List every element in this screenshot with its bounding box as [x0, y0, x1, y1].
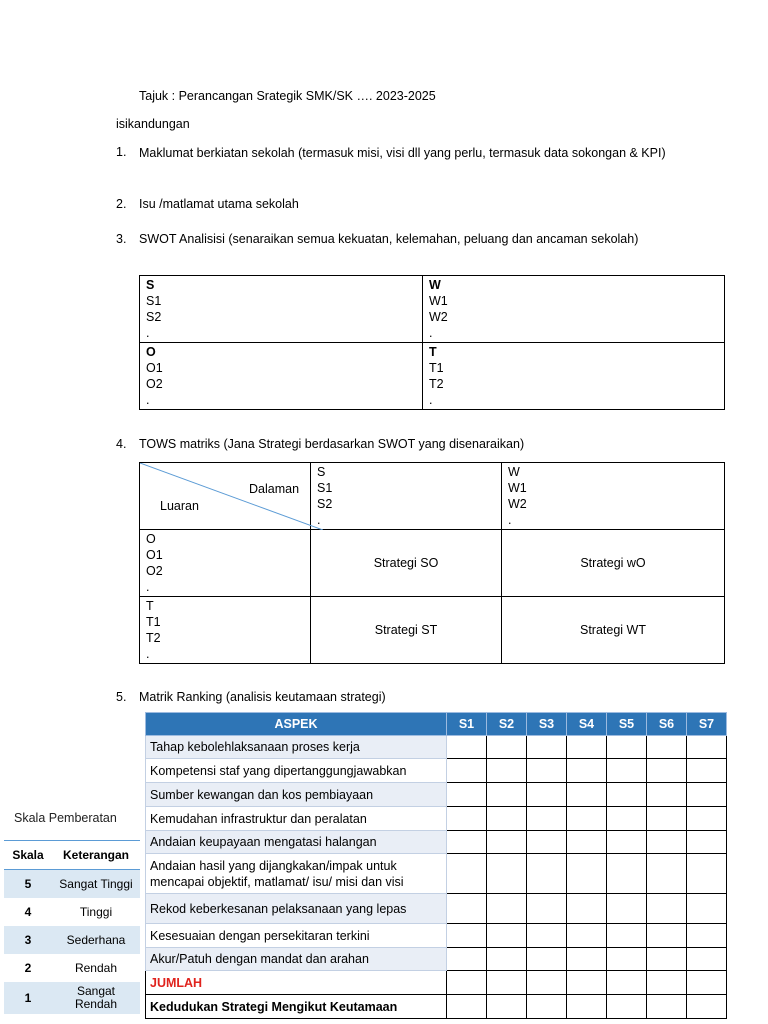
- tows-strengths-cell: S S1 S2 .: [311, 463, 502, 530]
- score-cell[interactable]: [447, 783, 487, 807]
- score-cell[interactable]: [607, 948, 647, 971]
- score-cell[interactable]: [567, 924, 607, 948]
- score-cell[interactable]: [607, 831, 647, 854]
- ranking-aspect: Kompetensi staf yang dipertanggungjawabkan: [146, 759, 447, 783]
- score-cell[interactable]: [447, 807, 487, 831]
- total-cell[interactable]: [607, 971, 647, 995]
- ranking-aspect: Sumber kewangan dan kos pembiayaan: [146, 783, 447, 807]
- rank-cell[interactable]: [647, 995, 687, 1019]
- score-cell[interactable]: [487, 783, 527, 807]
- item-text: Maklumat berkiatan sekolah (termasuk misi, visi dll yang perlu, termasuk data sokongan & KPI): [139, 146, 666, 160]
- score-cell[interactable]: [527, 924, 567, 948]
- score-cell[interactable]: [527, 854, 567, 894]
- score-cell[interactable]: [567, 783, 607, 807]
- score-cell[interactable]: [647, 736, 687, 759]
- ranking-col-header: S6: [647, 713, 687, 736]
- score-cell[interactable]: [647, 894, 687, 924]
- score-cell[interactable]: [607, 854, 647, 894]
- total-cell[interactable]: [687, 971, 727, 995]
- tows-dalaman-label: Dalaman: [249, 482, 300, 496]
- skala-value: 5: [4, 870, 52, 899]
- skala-title: Skala Pemberatan: [14, 811, 117, 825]
- score-cell[interactable]: [607, 924, 647, 948]
- score-cell[interactable]: [687, 854, 727, 894]
- total-cell[interactable]: [487, 971, 527, 995]
- item-number: 4.: [116, 437, 127, 451]
- swot-threats-cell: T T1 T2 .: [423, 343, 725, 410]
- tows-table: [139, 462, 725, 664]
- total-cell[interactable]: [647, 971, 687, 995]
- item-text: TOWS matriks (Jana Strategi berdasarkan SWOT yang disenaraikan): [139, 437, 525, 451]
- tows-threats-cell: T T1 T2 .: [140, 597, 311, 664]
- score-cell[interactable]: [647, 854, 687, 894]
- score-cell[interactable]: [687, 894, 727, 924]
- item-text: Isu /matlamat utama sekolah: [139, 197, 299, 211]
- score-cell[interactable]: [607, 736, 647, 759]
- score-cell[interactable]: [487, 924, 527, 948]
- tows-strategy-wo: Strategi wO: [502, 530, 725, 597]
- skala-value: 3: [4, 926, 52, 954]
- score-cell[interactable]: [447, 948, 487, 971]
- contents-label: isikandungan: [116, 117, 190, 131]
- score-cell[interactable]: [527, 783, 567, 807]
- score-cell[interactable]: [527, 948, 567, 971]
- score-cell[interactable]: [447, 854, 487, 894]
- item-number: 2.: [116, 197, 127, 211]
- score-cell[interactable]: [647, 759, 687, 783]
- tows-strategy-so: Strategi SO: [311, 530, 502, 597]
- score-cell[interactable]: [647, 948, 687, 971]
- skala-header: Skala: [4, 841, 52, 870]
- tows-luaran-label: Luaran: [160, 499, 199, 513]
- score-cell[interactable]: [487, 759, 527, 783]
- score-cell[interactable]: [687, 948, 727, 971]
- skala-desc: Sangat Tinggi: [52, 870, 140, 899]
- skala-header: Keterangan: [52, 841, 140, 870]
- score-cell[interactable]: [647, 831, 687, 854]
- rank-cell[interactable]: [567, 995, 607, 1019]
- score-cell[interactable]: [647, 807, 687, 831]
- score-cell[interactable]: [567, 831, 607, 854]
- score-cell[interactable]: [687, 807, 727, 831]
- score-cell[interactable]: [687, 783, 727, 807]
- score-cell[interactable]: [567, 807, 607, 831]
- tows-strategy-st: Strategi ST: [311, 597, 502, 664]
- ranking-aspect: Andaian hasil yang dijangkakan/impak untuk mencapai objektif, matlamat/ isu/ misi dan visi: [146, 854, 447, 894]
- ranking-col-header: S2: [487, 713, 527, 736]
- score-cell[interactable]: [527, 759, 567, 783]
- score-cell[interactable]: [447, 759, 487, 783]
- score-cell[interactable]: [687, 924, 727, 948]
- score-cell[interactable]: [567, 948, 607, 971]
- skala-value: 2: [24, 960, 32, 975]
- document-title: Tajuk : Perancangan Srategik SMK/SK …. 2023-2025: [139, 89, 436, 103]
- skala-desc: Sangat Rendah: [52, 982, 140, 1014]
- score-cell[interactable]: [487, 894, 527, 924]
- skala-desc: Tinggi: [79, 904, 113, 919]
- skala-value: 1: [4, 982, 52, 1014]
- swot-opportunities-cell: O O1 O2 .: [140, 343, 423, 410]
- swot-strengths-cell: S S1 S2 .: [140, 276, 423, 343]
- score-cell[interactable]: [447, 894, 487, 924]
- score-cell[interactable]: [647, 924, 687, 948]
- score-cell[interactable]: [527, 736, 567, 759]
- rank-cell[interactable]: [687, 995, 727, 1019]
- item-text: SWOT Analisisi (senaraikan semua kekuatan, kelemahan, peluang dan ancaman sekolah): [139, 232, 639, 246]
- ranking-aspect: Kemudahan infrastruktur dan peralatan: [146, 807, 447, 831]
- item-number: 1.: [116, 145, 127, 159]
- skala-table: [4, 840, 140, 1014]
- score-cell[interactable]: [447, 924, 487, 948]
- tows-strategy-wt: Strategi WT: [502, 597, 725, 664]
- ranking-aspect: Andaian keupayaan mengatasi halangan: [146, 831, 447, 854]
- score-cell[interactable]: [607, 807, 647, 831]
- score-cell[interactable]: [687, 736, 727, 759]
- score-cell[interactable]: [687, 759, 727, 783]
- tows-opportunities-cell: O O1 O2 .: [140, 530, 311, 597]
- ranking-matrix: [145, 712, 727, 1019]
- ranking-kedudukan-label: Kedudukan Strategi Mengikut Keutamaan: [146, 995, 447, 1019]
- item-number: 5.: [116, 690, 127, 704]
- ranking-col-header: S5: [607, 713, 647, 736]
- total-cell[interactable]: [527, 971, 567, 995]
- score-cell[interactable]: [607, 894, 647, 924]
- ranking-header-aspek: ASPEK: [146, 713, 447, 736]
- rank-cell[interactable]: [487, 995, 527, 1019]
- swot-table: [139, 275, 725, 410]
- total-cell[interactable]: [567, 971, 607, 995]
- item-text: Matrik Ranking (analisis keutamaan strategi): [139, 690, 386, 704]
- ranking-col-header: S3: [527, 713, 567, 736]
- score-cell[interactable]: [527, 807, 567, 831]
- rank-cell[interactable]: [447, 995, 487, 1019]
- tows-weaknesses-cell: W W1 W2 .: [502, 463, 725, 530]
- score-cell[interactable]: [487, 831, 527, 854]
- tows-corner-cell: [140, 463, 311, 530]
- score-cell[interactable]: [527, 894, 567, 924]
- skala-value: 4: [24, 904, 32, 919]
- score-cell[interactable]: [487, 807, 527, 831]
- ranking-aspect: Kesesuaian dengan persekitaran terkini: [146, 924, 447, 948]
- score-cell[interactable]: [487, 854, 527, 894]
- score-cell[interactable]: [487, 948, 527, 971]
- score-cell[interactable]: [447, 831, 487, 854]
- ranking-jumlah-label: JUMLAH: [146, 971, 447, 995]
- rank-cell[interactable]: [527, 995, 567, 1019]
- ranking-col-header: S7: [687, 713, 727, 736]
- ranking-aspect: Akur/Patuh dengan mandat dan arahan: [146, 948, 447, 971]
- score-cell[interactable]: [647, 783, 687, 807]
- score-cell[interactable]: [607, 783, 647, 807]
- ranking-col-header: S1: [447, 713, 487, 736]
- score-cell[interactable]: [527, 831, 567, 854]
- skala-desc: Sederhana: [52, 926, 140, 954]
- score-cell[interactable]: [687, 831, 727, 854]
- score-cell[interactable]: [567, 759, 607, 783]
- score-cell[interactable]: [567, 736, 607, 759]
- score-cell[interactable]: [487, 736, 527, 759]
- score-cell[interactable]: [447, 736, 487, 759]
- item-number: 3.: [116, 232, 127, 246]
- score-cell[interactable]: [607, 759, 647, 783]
- score-cell[interactable]: [567, 894, 607, 924]
- score-cell[interactable]: [567, 854, 607, 894]
- ranking-aspect: Tahap kebolehlaksanaan proses kerja: [146, 736, 447, 759]
- swot-weaknesses-cell: W W1 W2 .: [423, 276, 725, 343]
- ranking-col-header: S4: [567, 713, 607, 736]
- skala-desc: Rendah: [74, 960, 118, 975]
- ranking-aspect: Rekod keberkesanan pelaksanaan yang lepas: [146, 894, 447, 924]
- rank-cell[interactable]: [607, 995, 647, 1019]
- total-cell[interactable]: [447, 971, 487, 995]
